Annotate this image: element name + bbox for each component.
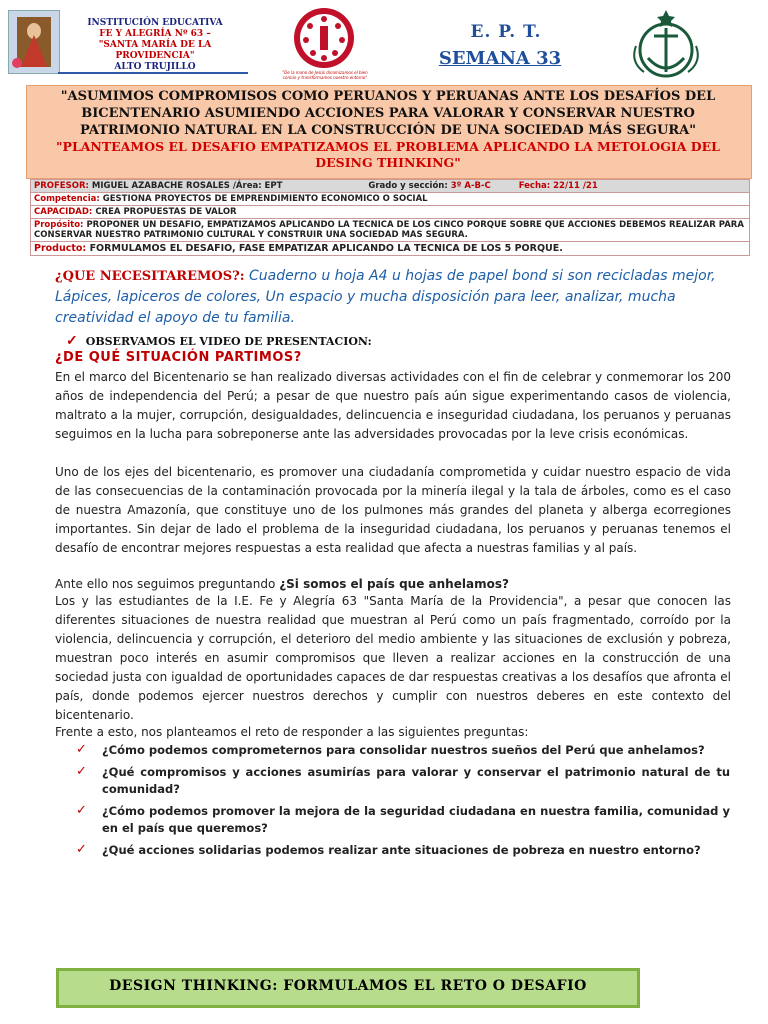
teacher-row [31, 180, 750, 193]
check-icon: ✓ [76, 764, 87, 779]
situation-heading: ¿DE QUÉ SITUACIÓN PARTIMOS? [55, 350, 302, 365]
grado-value: 3º A-B-C [450, 181, 491, 191]
fecha-label: Fecha: [518, 181, 551, 191]
paragraph-3-text: Ante ello nos seguimos preguntando [55, 577, 276, 591]
question-item [76, 742, 730, 759]
producto-row [31, 242, 750, 256]
check-icon: ✓ [76, 742, 87, 757]
materials-text: Cuaderno u hoja A4 u hojas de papel bond si son recicladas mejor, Lápices, lapiceros de colores, Un espacio y mucha disposición para leer, analizar, mucha creatividad el apoyo de tu familia. [55, 268, 716, 326]
observe-text: OBSERVAMOS EL VIDEO DE PRESENTACION: [85, 335, 372, 348]
main-title: "ASUMIMOS COMPROMISOS COMO PERUANOS Y PERUANAS ANTE LOS DESAFÍOS DEL BICENTENARIO ASUMIENDO ACCIONES PARA VALORAR Y CONSERVAR NUESTRO PATRIMONIO NATURAL EN LA CONSTRUCCIÓN DE UNA SOCIEDAD MÁS SEGURA" [60, 89, 716, 138]
sub-title: "PLANTEAMOS EL DESAFIO EMPATIZAMOS EL PROBLEMA APLICANDO LA METOLOGIA DEL DESING THINKING" [56, 139, 720, 170]
question-text: ¿Qué compromisos y acciones asumirías para valorar y conservar el patrimonio natural de tu comunidad? [102, 765, 730, 796]
producto-label: Producto: [34, 243, 87, 254]
session-info-table [30, 179, 750, 256]
check-icon: ✓ [76, 803, 87, 818]
questions-list [76, 742, 730, 864]
paragraph-2: Uno de los ejes del bicentenario, es promover una ciudadanía comprometida y cuidar nuestro espacio de vida de las consecuencias de la contaminación provocada por la minería ilegal y la tala de árboles, como es el caso de nuestra Amazonía, que constituye uno de los pulmones más grandes del planeta y alberga ecorregiones importantes. Sin dejar de lado el problema de la inseguridad ciudadana, los peruanos y peruanas tenemos el desafío de encontrar mejores respuestas a esta realidad que afecta a nuestras familias y al país. [55, 465, 731, 555]
competencia-value: GESTIONA PROYECTOS DE EMPRENDIMIENTO ECONOMICO O SOCIAL [102, 194, 428, 204]
competencia-cell [31, 193, 750, 206]
school-name [60, 18, 250, 73]
week-title: SEMANA 33 [438, 48, 562, 69]
question-text: ¿Cómo podemos comprometernos para consolidar nuestros sueños del Perú que anhelamos? [102, 743, 705, 757]
competencia-row [31, 193, 750, 206]
producto-cell [31, 242, 750, 256]
paragraph-5: Frente a esto, nos planteamos el reto de responder a las siguientes preguntas: [55, 725, 529, 739]
header-divider [58, 72, 248, 74]
materials-section [55, 266, 745, 329]
question-item [76, 803, 730, 837]
paragraph-1: En el marco del Bicentenario se han realizado diversas actividades con el fin de celebrar y conmemorar los 200 años de independencia del Perú; a pesar de que nuestro país aún sigue experimentando casos de violencia, maltrato a la mujer, corrupción, desigualdades, delincuencia e inseguridad ciudadana, los peruanos y peruanas seguimos en la lucha para sobreponerse ante las adversidades provocadas por la leve crisis económicas. [55, 370, 731, 441]
paragraph-4: Los y las estudiantes de la I.E. Fe y Alegría 63 "Santa María de la Providencia", a pesar que conocen las diferentes situaciones de nuestra realidad que muestran al Perú como un país fragmentado, corroído por la violencia, delincuencia y corrupción, el deterioro del medio ambiente y las situaciones de exclusión y pobreza, muestran poco interés en asumir compromisos que lleven a realizar acciones en la construcción de una sociedad justa con igualdad de oportunidades capaces de dar respuestas creativas a los desafíos que afronta el país, donde podemos ejercer nuestros derechos y cumplir con nuestros deberes en este contexto del bicentenario. [55, 594, 731, 722]
question-text: ¿Cómo podemos promover la mejora de la seguridad ciudadana en nuestra familia, comunidad y en el país que queremos? [102, 804, 730, 835]
grado-label: Grado y sección: [368, 181, 448, 191]
area-title: E. P. T. [470, 22, 542, 42]
check-icon: ✓ [76, 842, 87, 857]
question-item [76, 842, 730, 859]
check-icon: ✓ [66, 333, 78, 349]
proposito-label: Propósito: [34, 220, 84, 230]
capacidad-value: CREA PROPUESTAS DE VALOR [95, 207, 237, 217]
school-line-4: ALTO TRUJILLO [114, 62, 196, 72]
fecha-value: 22/11 /21 [553, 181, 598, 191]
materials-label: ¿QUE NECESITAREMOS?: [55, 269, 245, 284]
capacidad-cell [31, 206, 750, 219]
paragraph-3-question: ¿Si somos el país que anhelamos? [279, 577, 509, 591]
profesor-label: PROFESOR: [34, 181, 89, 191]
teacher-cell [31, 180, 750, 193]
logo-caption: "De la mano de Jesús dinamizamos el bien común y transformamos nuestro entorno" [282, 70, 368, 80]
proposito-row [31, 219, 750, 242]
school-logo [8, 10, 60, 74]
fe-y-alegria-logo [280, 6, 368, 78]
question-text: ¿Qué acciones solidarias podemos realizar ante situaciones de pobreza en nuestro entorno? [102, 843, 701, 857]
anchor-emblem-icon [626, 6, 706, 80]
observe-video-item [66, 333, 372, 349]
capacidad-row [31, 206, 750, 219]
school-line-2: FE Y ALEGRÍA Nº 63 – [99, 29, 211, 39]
proposito-value: PROPONER UN DESAFIO, EMPATIZAMOS APLICANDO LA TECNICA DE LOS CINCO PORQUE SOBRE QUE ACCIONES DEBEMOS REALIZAR PARA CONSERVAR NUESTRO PATRIMONIO CULTURAL Y CONSTRUIR UNA SOCIEDAD MAS SEGURA. [34, 220, 744, 240]
profesor-value: MIGUEL AZABACHE ROSALES /Área: EPT [91, 181, 283, 191]
proposito-cell [31, 219, 750, 242]
question-item [76, 764, 730, 798]
capacidad-label: CAPACIDAD: [34, 207, 93, 217]
school-line-1: INSTITUCIÓN EDUCATIVA [87, 18, 223, 28]
school-line-3: "SANTA MARÍA DE LA PROVIDENCIA" [98, 40, 212, 61]
producto-value: FORMULAMOS EL DESAFIO, FASE EMPATIZAR APLICANDO LA TECNICA DE LOS 5 PORQUE. [89, 243, 563, 254]
banner-text: DESIGN THINKING: FORMULAMOS EL RETO O DESAFIO [109, 978, 587, 994]
competencia-label: Competencia: [34, 194, 100, 204]
